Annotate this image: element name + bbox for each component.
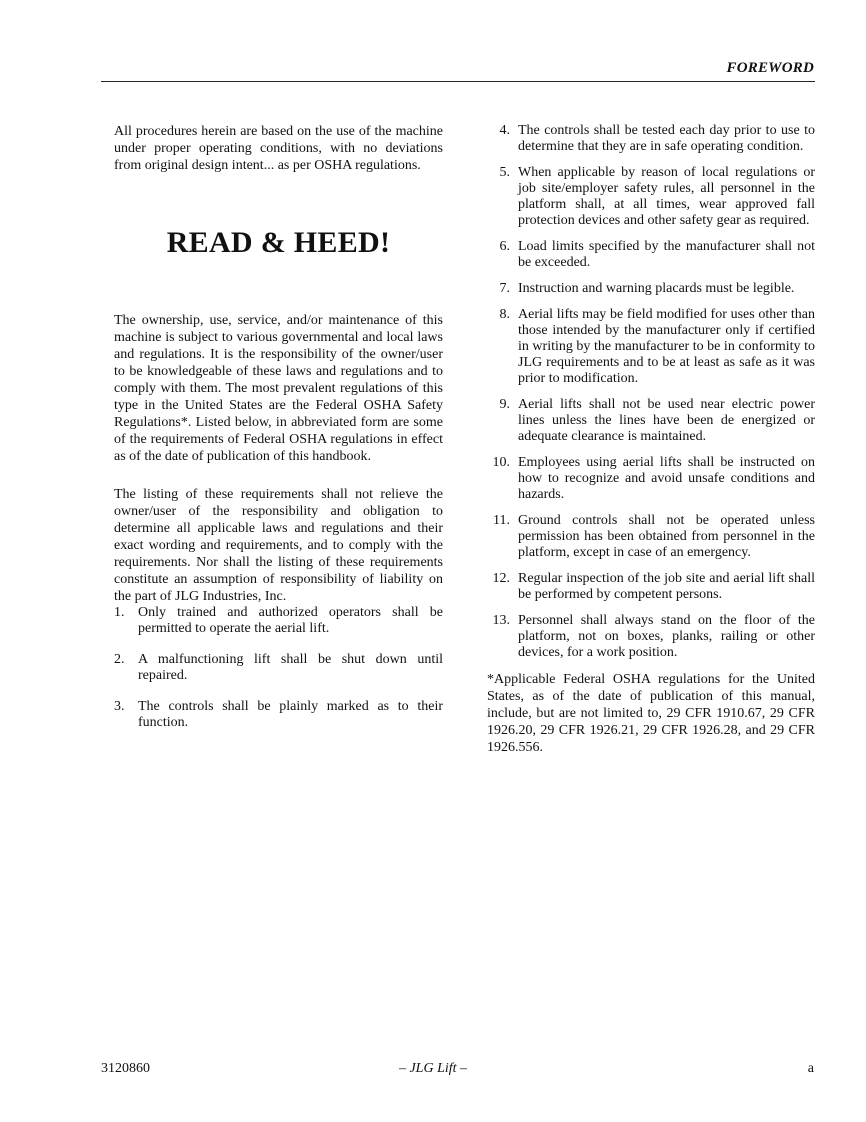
regulations-paragraph: The ownership, use, service, and/or maintenance of this machine is subject to various governmental and local laws and regulations. It is the responsibility of the owner/user to be knowledgeable of these laws and regulations and to comply with them. The most prevalent regulations of this type in the United States are the Federal OSHA Safety Regulations*. Listed below, in abbreviated form are some of the requirements of Federal OSHA regulations in effect as of the date of publication of this handbook. [114, 313, 443, 464]
intro-paragraph: All procedures herein are based on the use of the machine under proper operating conditions, with no deviations from original design intent... as per OSHA regulations. [114, 124, 443, 173]
list-item [114, 652, 443, 684]
list-item [487, 455, 815, 503]
item-text: A malfunctioning lift shall be shut down until repaired. [138, 652, 443, 683]
item-number: 11. [493, 513, 510, 528]
item-number: 8. [499, 307, 510, 322]
disclaimer-paragraph: The listing of these requirements shall not relieve the owner/user of the responsibility and obligation to determine all applicable laws and regulations and their exact wording and requirements, and to comply with the requirements. Nor shall the listing of these requirements constitute an assumption of responsibility of liability on the part of JLG Industries, Inc. [114, 487, 443, 604]
list-item [487, 281, 815, 297]
item-text: Regular inspection of the job site and aerial lift shall be performed by competent persons. [518, 571, 815, 602]
item-text: Aerial lifts shall not be used near electric power lines unless the lines have been de energized or adequate clearance is maintained. [518, 397, 815, 444]
item-text: When applicable by reason of local regulations or job site/employer safety rules, all personnel in the platform shall, at all times, wear approved fall protection devices and other safety gear as required. [518, 165, 815, 228]
header-divider [101, 81, 815, 82]
list-item [487, 165, 815, 229]
list-item [487, 123, 815, 155]
read-and-heed-heading: READ & HEED! [166, 226, 391, 259]
item-number: 12. [492, 571, 510, 586]
item-number: 13. [492, 613, 510, 628]
document-number: 3120860 [101, 1061, 150, 1076]
item-number: 10. [492, 455, 510, 470]
list-item [114, 699, 443, 731]
item-number: 1. [114, 605, 125, 620]
item-text: Employees using aerial lifts shall be instructed on how to recognize and avoid unsafe conditions and hazards. [518, 455, 815, 502]
section-title: FOREWORD [726, 60, 814, 76]
requirements-list-right [487, 123, 815, 661]
item-text: The controls shall be tested each day prior to use to determine that they are in safe operating condition. [518, 123, 815, 154]
list-item [487, 613, 815, 661]
left-column [114, 123, 443, 746]
item-number: 9. [499, 397, 510, 412]
item-text: Personnel shall always stand on the floor of the platform, not on boxes, planks, railing or other devices, for a work position. [518, 613, 815, 660]
item-text: Only trained and authorized operators shall be permitted to operate the aerial lift. [138, 605, 443, 636]
item-text: Aerial lifts may be field modified for uses other than those intended by the manufacturer only if certified in writing by the manufacturer to be in conformity to JLG requirements and to be at least as safe as it was prior to modification. [518, 307, 815, 386]
item-number: 3. [114, 699, 125, 714]
list-item [114, 605, 443, 637]
list-item [487, 513, 815, 561]
item-text: Load limits specified by the manufacturer shall not be exceeded. [518, 239, 815, 270]
right-column [487, 123, 815, 756]
item-text: The controls shall be plainly marked as to their function. [138, 699, 443, 730]
list-item [487, 571, 815, 603]
item-number: 7. [499, 281, 510, 296]
page-number: a [807, 1061, 814, 1076]
item-number: 2. [114, 652, 125, 667]
list-item [487, 397, 815, 445]
requirements-list-left [114, 605, 443, 731]
item-text: Ground controls shall not be operated unless permission has been obtained from personnel in the platform, except in case of an emergency. [518, 513, 815, 560]
list-item [487, 307, 815, 387]
osha-footnote: *Applicable Federal OSHA regulations for the United States, as of the date of publication of this manual, include, but are not limited to, 29 CFR 1910.67, 29 CFR 1926.20, 29 CFR 1926.21, 29 CFR 1926.28, and 29 CFR 1926.556. [487, 672, 815, 755]
item-number: 6. [499, 239, 510, 254]
item-number: 5. [499, 165, 510, 180]
footer-title: – JLG Lift – [398, 1061, 468, 1076]
item-text: Instruction and warning placards must be legible. [518, 281, 795, 296]
item-number: 4. [499, 123, 510, 138]
list-item [487, 239, 815, 271]
